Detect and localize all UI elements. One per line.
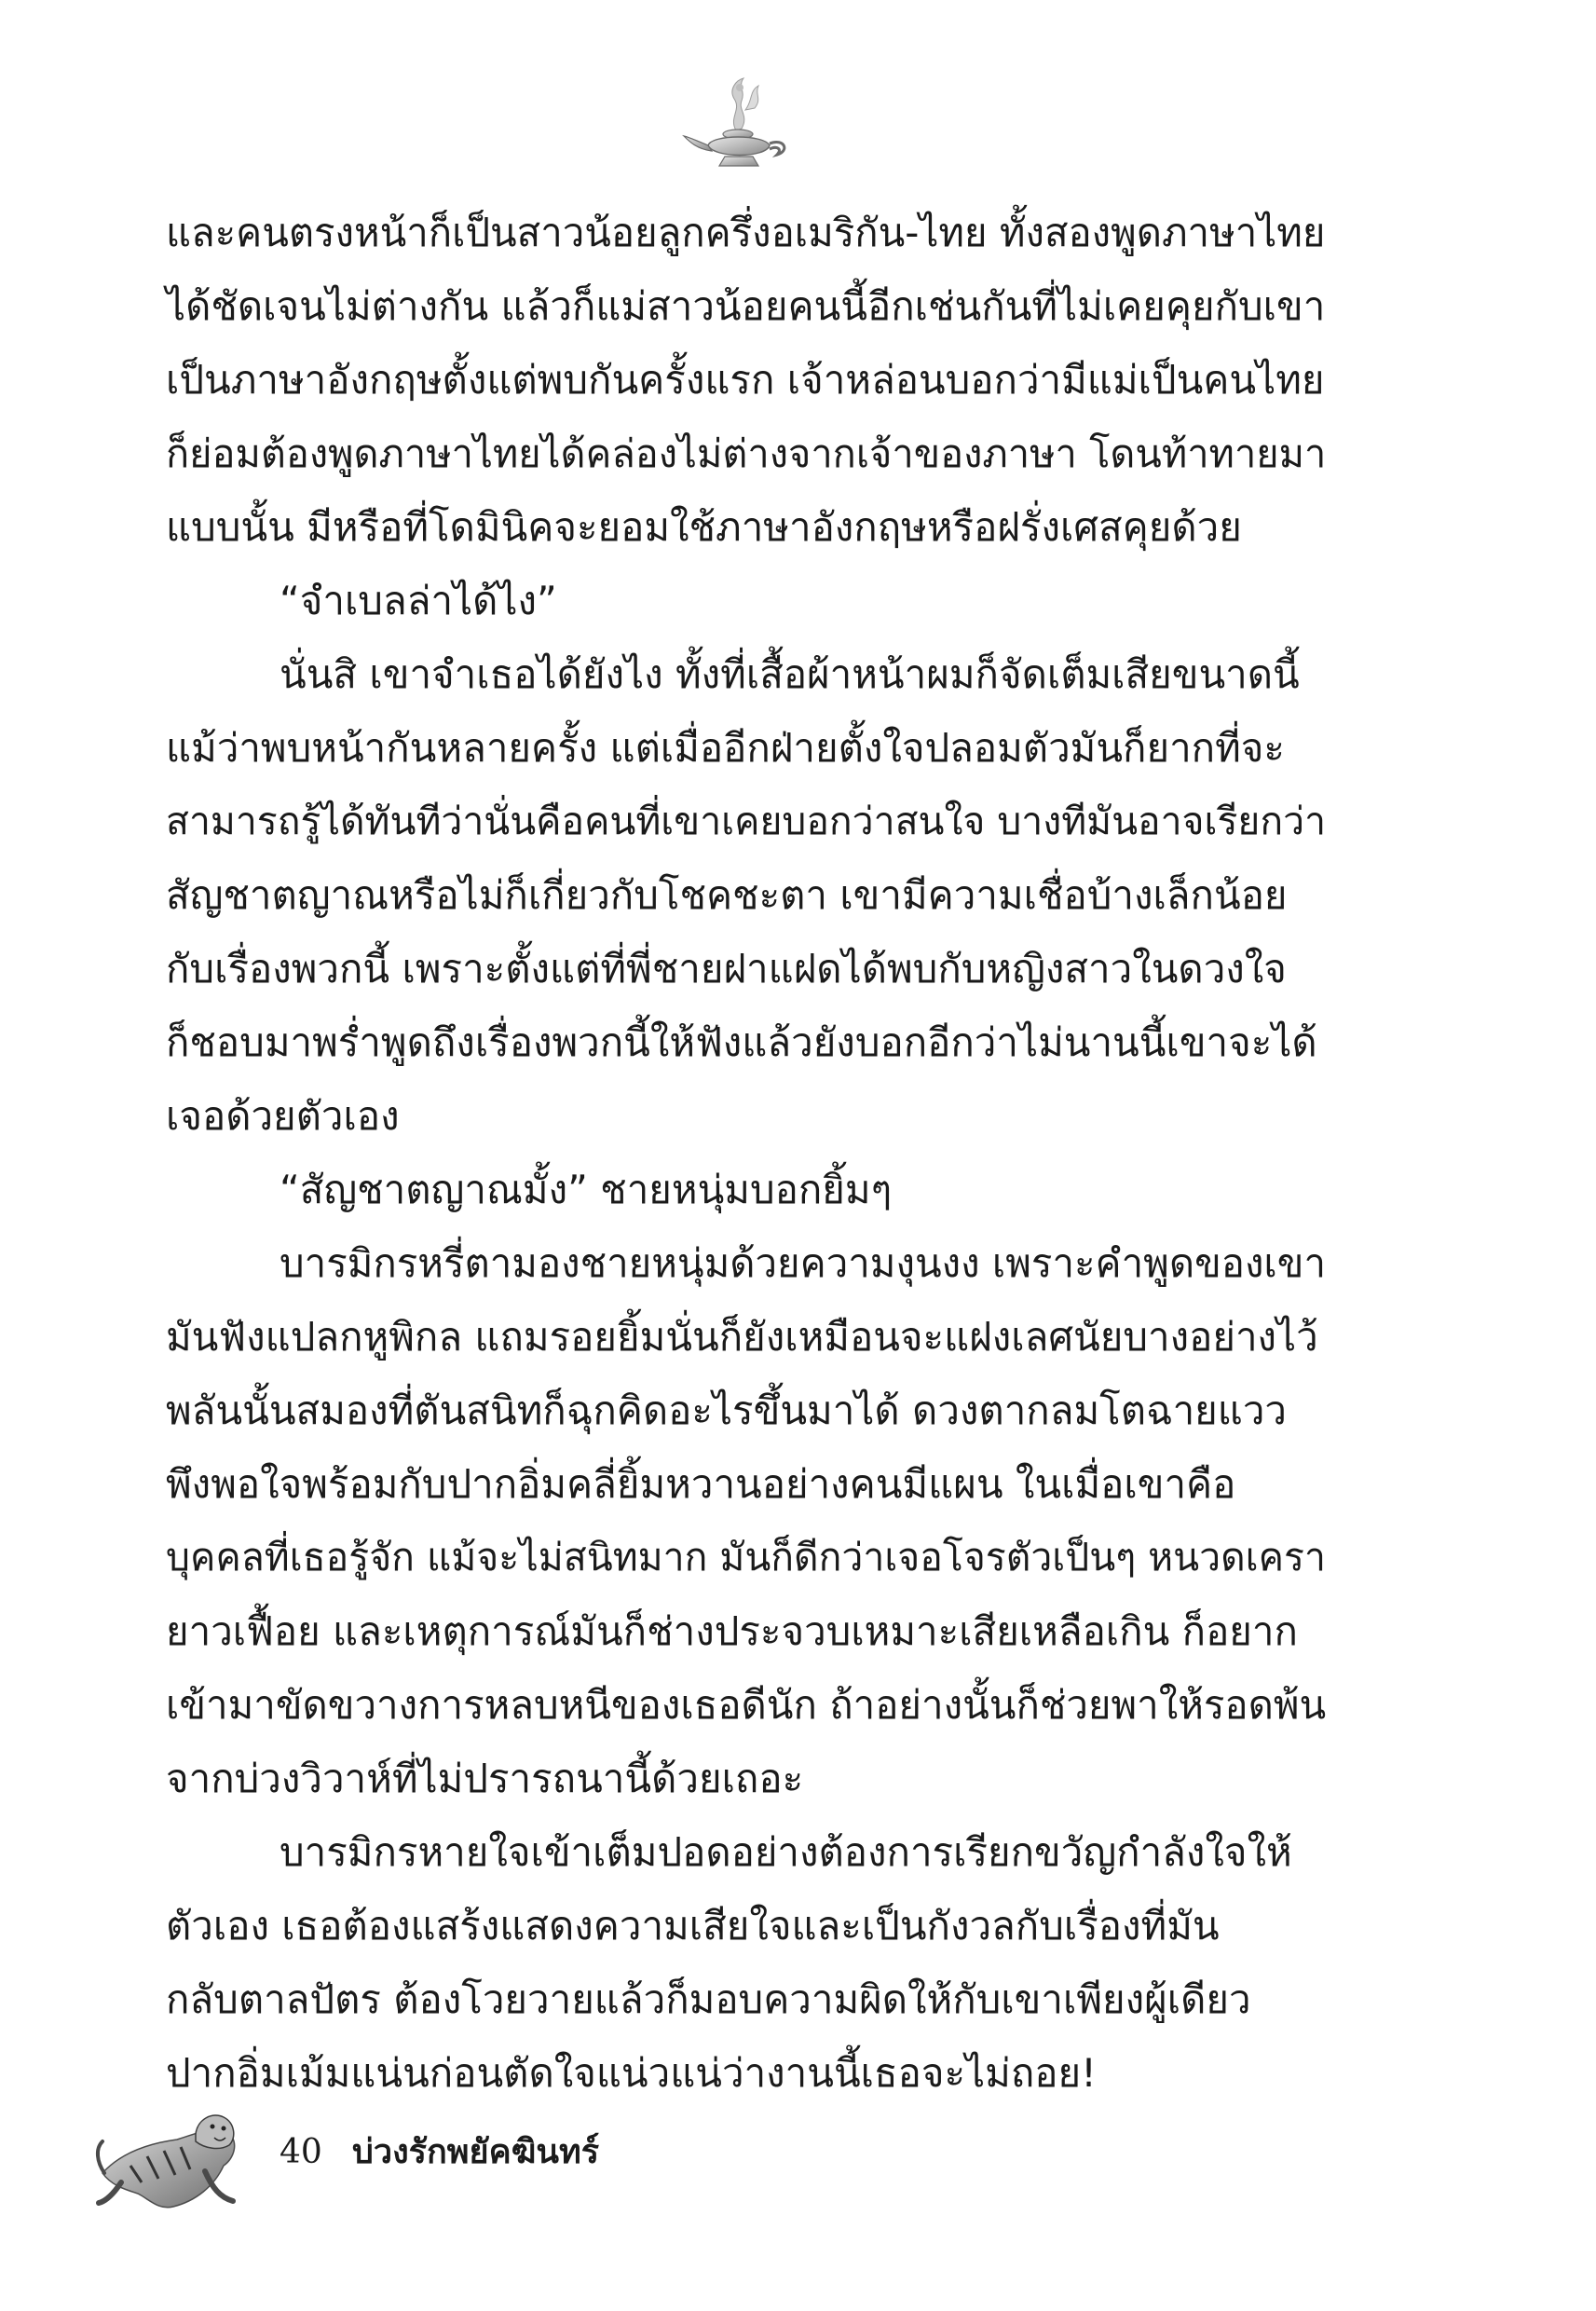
- page-footer: [93, 2097, 652, 2218]
- text-line: เป็นภาษาอังกฤษตั้งแต่พบกันครั้งแรก เจ้าหล่อนบอกว่ามีแม่เป็นคนไทย: [166, 357, 1325, 403]
- text-line: ก็ย่อมต้องพูดภาษาไทยได้คล่องไม่ต่างจากเจ้าของภาษา โดนท้าทายมา: [166, 431, 1327, 476]
- text-line: ปากอิ่มเม้มแน่นก่อนตัดใจแน่วแน่ว่างานนี้เธอจะไม่ถอย!: [166, 2050, 1097, 2096]
- text-line: เข้ามาขัดขวางการหลบหนีของเธอดีนัก ถ้าอย่างนั้นก็ช่วยพาให้รอดพ้น: [166, 1682, 1327, 1728]
- text-line: กับเรื่องพวกนี้ เพราะตั้งแต่ที่พี่ชายฝาแฝดได้พบกับหญิงสาวในดวงใจ: [166, 946, 1287, 991]
- tiger-icon: [93, 2097, 242, 2218]
- text-line: แบบนั้น มีหรือที่โดมินิคจะยอมใช้ภาษาอังกฤษหรือฝรั่งเศสคุยด้วย: [166, 504, 1242, 550]
- text-line: สัญชาตญาณหรือไม่ก็เกี่ยวกับโชคชะตา เขามีความเชื่อบ้างเล็กน้อย: [166, 872, 1288, 918]
- book-title: บ่วงรักพยัคฆินทร์: [352, 2133, 600, 2171]
- text-line: นั่นสิ เขาจำเธอได้ยังไง ทั้งที่เสื้อผ้าหน้าผมก็จัดเต็มเสียขนาดนี้: [280, 651, 1300, 697]
- text-line: ได้ชัดเจนไม่ต่างกัน แล้วก็แม่สาวน้อยคนนี้อีกเช่นกันที่ไม่เคยคุยกับเขา: [166, 283, 1326, 329]
- text-line: แม้ว่าพบหน้ากันหลายครั้ง แต่เมื่ออีกฝ่ายตั้งใจปลอมตัวมันก็ยากที่จะ: [166, 725, 1285, 771]
- text-line: ตัวเอง เธอต้องแสร้งแสดงความเสียใจและเป็นกังวลกับเรื่องที่มัน: [166, 1903, 1220, 1949]
- text-line: “จำเบลล่าได้ไง”: [280, 578, 557, 623]
- text-line: สามารถรู้ได้ทันทีว่านั่นคือคนที่เขาเคยบอกว่าสนใจ บางทีมันอาจเรียกว่า: [166, 799, 1327, 843]
- text-line: บารมิกรหรี่ตามองชายหนุ่มด้วยความงุนงง เพราะคำพูดของเขา: [280, 1240, 1327, 1286]
- text-line: “สัญชาตญาณมั้ง” ชายหนุ่มบอกยิ้มๆ: [280, 1167, 893, 1212]
- body-text: [166, 196, 1326, 2110]
- text-line: กลับตาลปัตร ต้องโวยวายแล้วก็มอบความผิดให้กับเขาเพียงผู้เดียว: [166, 1976, 1251, 2022]
- text-line: ยาวเฟื้อย และเหตุการณ์มันก็ช่างประจวบเหมาะเสียเหลือเกิน ก็อยาก: [166, 1608, 1298, 1654]
- page-number: 40: [280, 2133, 322, 2171]
- text-line: มันฟังแปลกหูพิกล แถมรอยยิ้มนั่นก็ยังเหมือนจะแฝงเลศนัยบางอย่างไว้: [166, 1314, 1318, 1360]
- text-line: เจอด้วยตัวเอง: [166, 1093, 400, 1139]
- text-line: ก็ชอบมาพร่ำพูดถึงเรื่องพวกนี้ให้ฟังแล้วยังบอกอีกว่าไม่นานนี้เขาจะได้: [166, 1019, 1317, 1065]
- text-line: บุคคลที่เธอรู้จัก แม้จะไม่สนิทมาก มันก็ดีกว่าเจอโจรตัวเป็นๆ หนวดเครา: [166, 1535, 1326, 1579]
- text-line: พึงพอใจพร้อมกับปากอิ่มคลี่ยิ้มหวานอย่างคนมีแผน ในเมื่อเขาคือ: [166, 1461, 1236, 1507]
- genie-lamp-icon: [680, 73, 801, 185]
- text-line: และคนตรงหน้าก็เป็นสาวน้อยลูกครึ่งอเมริกัน-ไทย ทั้งสองพูดภาษาไทย: [166, 210, 1326, 255]
- text-line: พลันนั้นสมองที่ตันสนิทก็ฉุกคิดอะไรขึ้นมาได้ ดวงตากลมโตฉายแวว: [166, 1388, 1288, 1433]
- text-line: จากบ่วงวิวาห์ที่ไม่ปรารถนานี้ด้วยเถอะ: [166, 1756, 804, 1801]
- text-line: บารมิกรหายใจเข้าเต็มปอดอย่างต้องการเรียกขวัญกำลังใจให้: [280, 1829, 1292, 1875]
